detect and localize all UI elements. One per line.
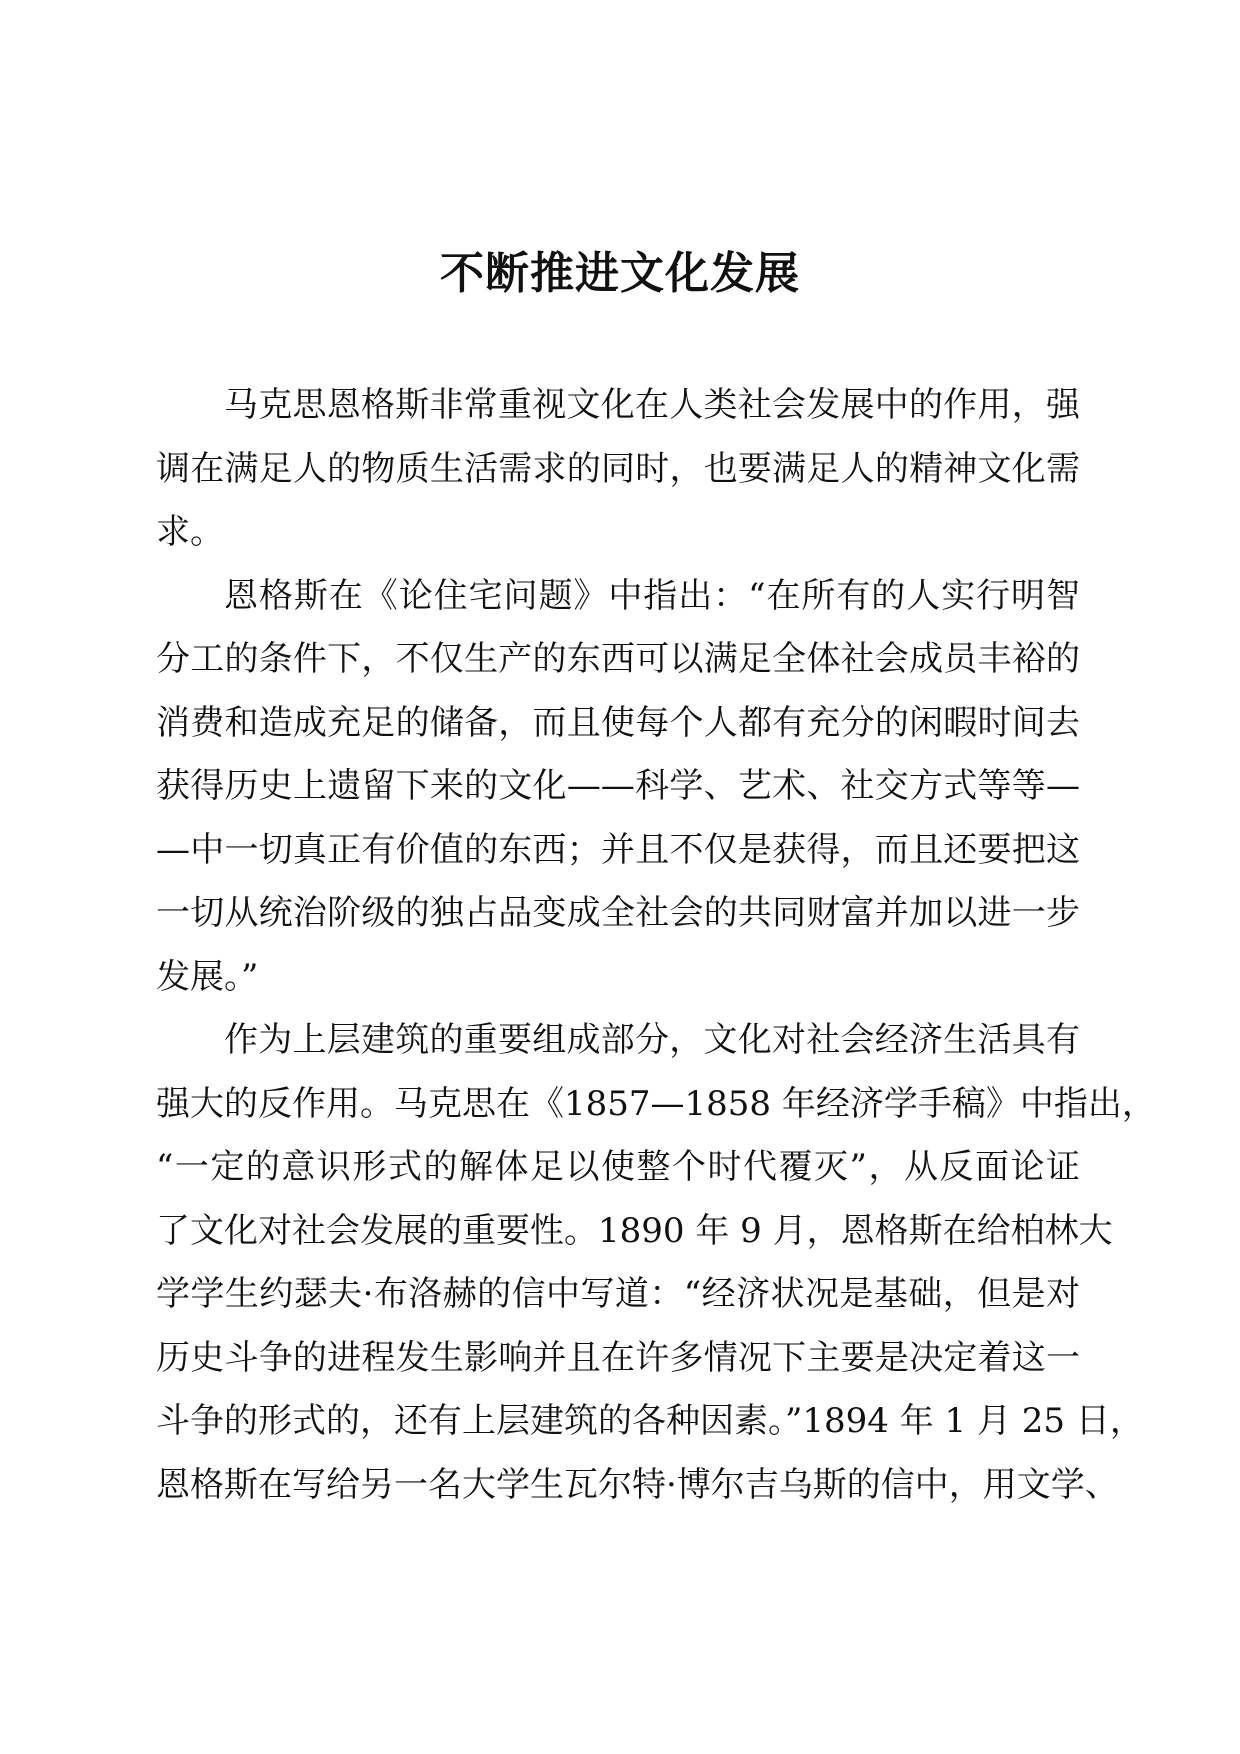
- text-line: “一定的意识形式的解体足以使整个时代覆灭”，从反面论证: [156, 1147, 1080, 1187]
- text-line: 学学生约瑟夫·布洛赫的信中写道：“经济状况是基础，但是对: [156, 1274, 1080, 1314]
- text-line: 强大的反作用。马克思在《1857—1858 年经济学手稿》中指出，: [156, 1083, 1156, 1124]
- text-line: 历史斗争的进程发生影响并且在许多情况下主要是决定着这一: [156, 1337, 1080, 1378]
- text-line: 分工的条件下，不仅生产的东西可以满足全体社会成员丰裕的: [156, 639, 1080, 679]
- paragraph-1: [156, 380, 1080, 571]
- text-line: 发展。”: [156, 956, 259, 997]
- text-line: 调在满足人的物质生活需求的同时，也要满足人的精神文化需: [156, 448, 1080, 489]
- text-line: 消费和造成充足的储备，而且使每个人都有充分的闲暇时间去: [156, 702, 1080, 743]
- text-line: 求。: [156, 512, 224, 552]
- text-line: 恩格斯在写给另一名大学生瓦尔特·博尔吉乌斯的信中，用文学、: [156, 1464, 1119, 1505]
- text-line: 马克思恩格斯非常重视文化在人类社会发展中的作用，强: [224, 385, 1080, 425]
- document-body: [156, 380, 1156, 1523]
- document-title: 不断推进文化发展: [440, 248, 800, 299]
- text-line: 了文化对社会发展的重要性。1890 年 9 月，恩格斯在给柏林大: [156, 1210, 1113, 1251]
- text-line: —中一切真正有价值的东西；并且不仅是获得，而且还要把这: [156, 829, 1080, 870]
- text-line: 恩格斯在《论住宅问题》中指出：“在所有的人实行明智: [224, 575, 1080, 616]
- text-line: 获得历史上遗留下来的文化——科学、艺术、社交方式等等—: [156, 766, 1080, 806]
- text-line: 斗争的形式的，还有上层建筑的各种因素。”1894 年 1 月 25 日，: [156, 1401, 1144, 1441]
- text-line: 作为上层建筑的重要组成部分，文化对社会经济生活具有: [224, 1020, 1080, 1060]
- paragraph-2: [156, 571, 1080, 1016]
- text-line: 一切从统治阶级的独占品变成全社会的共同财富并加以进一步: [156, 893, 1080, 933]
- paragraph-3: [156, 1015, 1156, 1523]
